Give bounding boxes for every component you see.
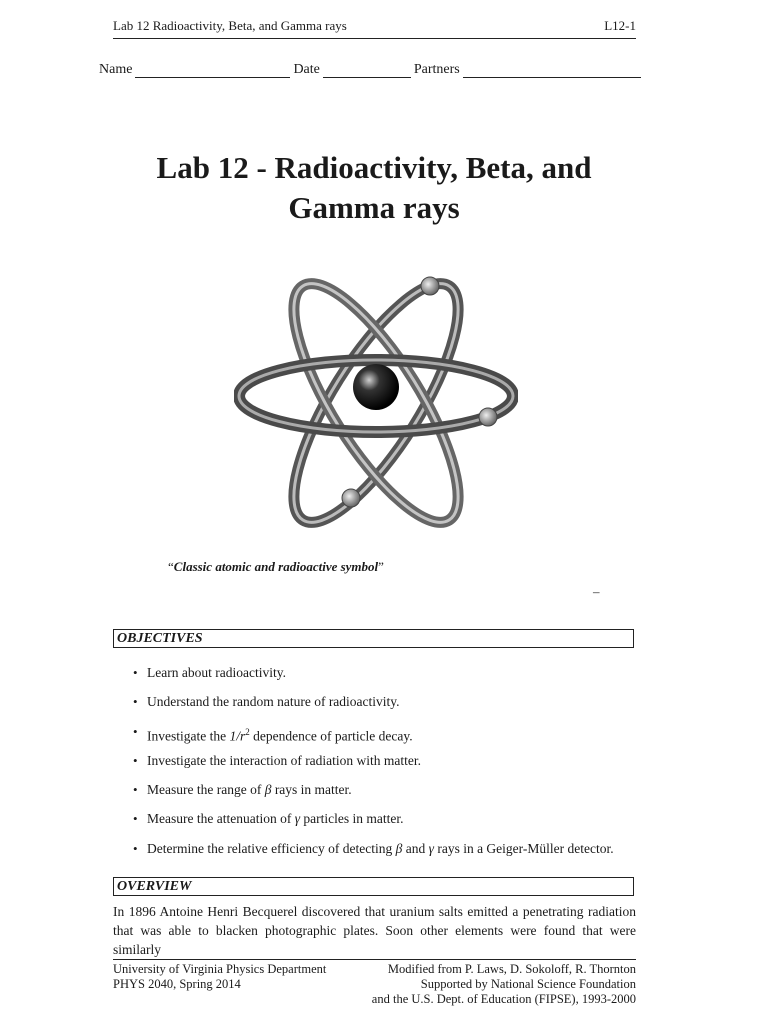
atom-symbol-icon <box>234 262 518 544</box>
overview-paragraph: In 1896 Antoine Henri Becquerel discovered that uranium salts emitted a penetrating radiation that was able to blacken photographic plates. Soon other elements were found that were similarly <box>113 904 636 957</box>
stray-dash-mark: – <box>593 584 600 599</box>
list-item: • Investigate the $1/r^2$ dependence of particle decay. <box>133 721 653 750</box>
header-title: Lab 12 Radioactivity, Beta, and Gamma rays <box>113 18 347 33</box>
partners-field[interactable] <box>463 61 641 78</box>
list-item: • Learn about radioactivity. <box>133 662 653 691</box>
objectives-list <box>133 662 653 867</box>
nucleus <box>353 364 399 410</box>
page-title <box>100 148 648 228</box>
footer-supported: Supported by National Science Foundation <box>420 977 636 991</box>
overview-heading: OVERVIEW <box>113 877 634 896</box>
footer-modified: Modified from P. Laws, D. Sokoloff, R. Thornton <box>387 962 636 976</box>
objectives-heading: OBJECTIVES <box>113 629 634 648</box>
list-item: • Understand the random nature of radioactivity. <box>133 691 653 720</box>
list-item: • Investigate the interaction of radiation with matter. <box>133 750 653 779</box>
caption-text: Classic atomic and radioactive symbol <box>173 559 379 574</box>
list-item: • Determine the relative efficiency of detecting β and γ rays in a Geiger-Müller detector. <box>133 838 653 867</box>
name-field[interactable] <box>135 61 290 78</box>
list-item: • Measure the attenuation of γ particles in matter. <box>133 808 653 837</box>
footer-funding: and the U.S. Dept. of Education (FIPSE), 1993-2000 <box>371 992 636 1006</box>
date-label: Date <box>293 62 320 77</box>
partners-label: Partners <box>413 62 460 77</box>
date-field[interactable] <box>323 61 411 78</box>
title-line-1: Lab 12 - Radioactivity, Beta, and <box>156 150 592 185</box>
name-date-partners-row <box>99 61 659 78</box>
footer-course: PHYS 2040, Spring 2014 <box>113 977 241 991</box>
page-number: L12-1 <box>604 18 636 33</box>
page-header <box>113 18 636 39</box>
title-line-2: Gamma rays <box>288 190 460 225</box>
footer-department: University of Virginia Physics Department <box>113 962 327 976</box>
list-item: • Measure the range of β rays in matter. <box>133 779 653 808</box>
figure-caption: “Classic atomic and radioactive symbol” <box>168 559 384 574</box>
page-footer <box>113 959 636 1007</box>
name-label: Name <box>99 62 133 77</box>
